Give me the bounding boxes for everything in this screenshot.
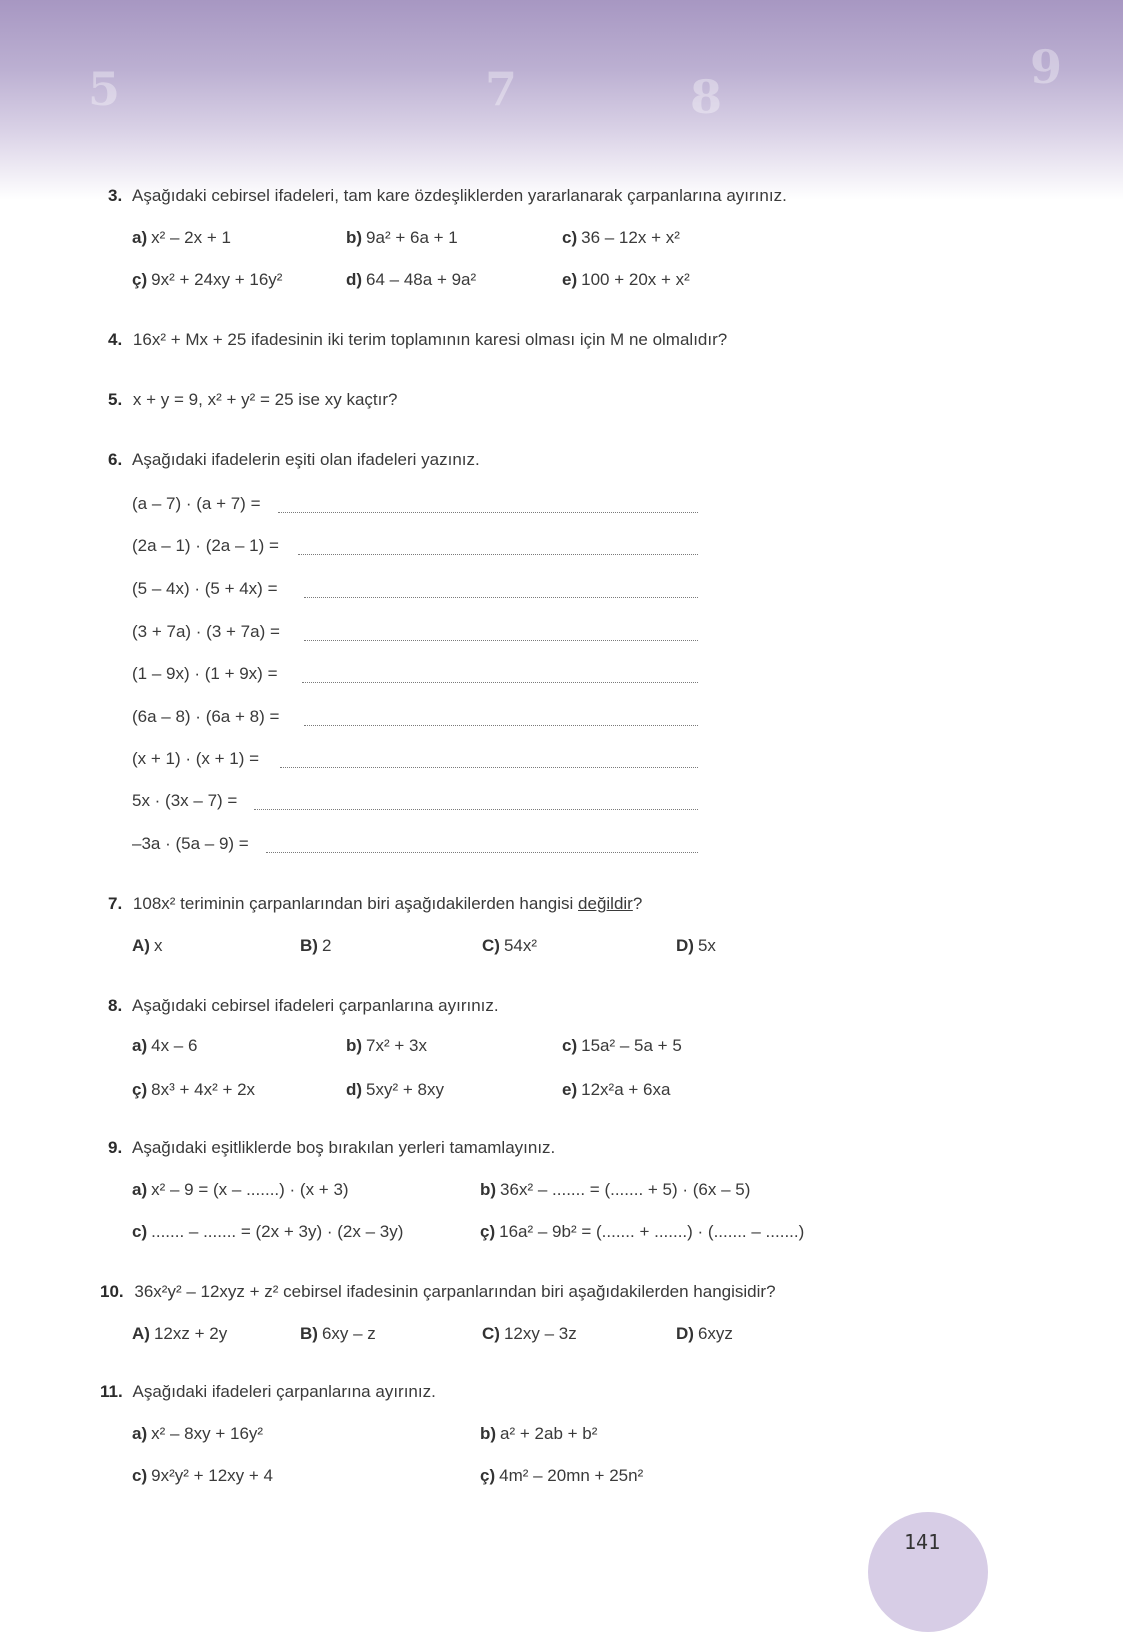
fill-in-item: –3a · (5a – 9) =: [132, 834, 249, 853]
answer-line[interactable]: [266, 852, 698, 853]
question-5: [108, 390, 397, 410]
option: b) 9a² + 6a + 1: [346, 228, 458, 247]
question-number: 9.: [108, 1138, 123, 1157]
question-8: [108, 996, 499, 1016]
question-text: Aşağıdaki ifadelerin eşiti olan ifadeleri yazınız.: [131, 450, 480, 469]
question-text: 16x² + Mx + 25 ifadesinin iki terim toplamının karesi olması için M ne olmalıdır?: [132, 330, 728, 349]
option: ç) 16a² – 9b² = (....... + .......) · (....... – .......): [480, 1222, 805, 1241]
option: e) 100 + 20x + x²: [562, 270, 690, 289]
fill-in-item: (x + 1) · (x + 1) =: [132, 749, 260, 768]
choice-b[interactable]: B) 6xy – z: [300, 1324, 376, 1343]
answer-line[interactable]: [302, 682, 698, 683]
fill-in-item: (3 + 7a) · (3 + 7a) =: [132, 622, 280, 641]
fill-in-item: (a – 7) · (a + 7) =: [132, 494, 261, 513]
question-text: Aşağıdaki cebirsel ifadeleri, tam kare özdeşliklerden yararlanarak çarpanlarına ayırınız.: [131, 186, 787, 205]
header-digit-decoration: 5: [88, 62, 121, 116]
option: a) x² – 8xy + 16y²: [132, 1424, 264, 1443]
question-number: 4.: [108, 330, 123, 349]
choice-d[interactable]: D) 5x: [676, 936, 716, 955]
option: ç) 4m² – 20mn + 25n²: [480, 1466, 644, 1485]
option: b) 36x² – ....... = (....... + 5) · (6x – 5): [480, 1180, 751, 1199]
question-number: 3.: [108, 186, 123, 205]
question-9: [108, 1138, 555, 1158]
answer-line[interactable]: [304, 597, 698, 598]
question-number: 6.: [108, 450, 123, 469]
option: b) 7x² + 3x: [346, 1036, 427, 1055]
option: c) ....... – ....... = (2x + 3y) · (2x – 3y): [132, 1222, 404, 1241]
choice-b[interactable]: B) 2: [300, 936, 332, 955]
question-11: [100, 1382, 436, 1402]
option: ç) 9x² + 24xy + 16y²: [132, 270, 283, 289]
question-emphasis: değildir: [578, 894, 633, 913]
choice-c[interactable]: C) 12xy – 3z: [482, 1324, 577, 1343]
question-text: x + y = 9, x² + y² = 25 ise xy kaçtır?: [132, 390, 398, 409]
fill-in-item: (5 – 4x) · (5 + 4x) =: [132, 579, 278, 598]
question-text: Aşağıdaki ifadeleri çarpanlarına ayırınız.: [132, 1382, 436, 1401]
answer-line[interactable]: [280, 767, 698, 768]
choice-a[interactable]: A) x: [132, 936, 163, 955]
question-number: 7.: [108, 894, 123, 913]
option: c) 36 – 12x + x²: [562, 228, 680, 247]
page-number: 141: [904, 1530, 941, 1554]
option: a) x² – 2x + 1: [132, 228, 231, 247]
option: d) 5xy² + 8xy: [346, 1080, 444, 1099]
option: b) a² + 2ab + b²: [480, 1424, 598, 1443]
question-number: 5.: [108, 390, 123, 409]
option: c) 9x²y² + 12xy + 4: [132, 1466, 274, 1485]
question-text: Aşağıdaki cebirsel ifadeleri çarpanlarına ayırınız.: [131, 996, 499, 1015]
answer-line[interactable]: [298, 554, 698, 555]
fill-in-item: 5x · (3x – 7) =: [132, 791, 238, 810]
option: a) 4x – 6: [132, 1036, 198, 1055]
question-3: [108, 186, 787, 206]
question-number: 11.: [100, 1382, 123, 1401]
question-text: Aşağıdaki eşitliklerde boş bırakılan yerleri tamamlayınız.: [131, 1138, 556, 1157]
question-text: 108x² teriminin çarpanlarından biri aşağıdakilerden hangisi: [132, 894, 574, 913]
header-digit-decoration: 7: [485, 62, 518, 116]
option: e) 12x²a + 6xa: [562, 1080, 671, 1099]
choice-c[interactable]: C) 54x²: [482, 936, 538, 955]
option: d) 64 – 48a + 9a²: [346, 270, 477, 289]
answer-line[interactable]: [304, 640, 698, 641]
option: ç) 8x³ + 4x² + 2x: [132, 1080, 256, 1099]
question-number: 8.: [108, 996, 123, 1015]
choice-d[interactable]: D) 6xyz: [676, 1324, 733, 1343]
option: c) 15a² – 5a + 5: [562, 1036, 682, 1055]
option: a) x² – 9 = (x – .......) · (x + 3): [132, 1180, 349, 1199]
question-text: 36x²y² – 12xyz + z² cebirsel ifadesinin çarpanlarından biri aşağıdakilerden hangisidir?: [134, 1282, 776, 1301]
fill-in-item: (1 – 9x) · (1 + 9x) =: [132, 664, 278, 683]
answer-line[interactable]: [304, 725, 698, 726]
fill-in-item: (6a – 8) · (6a + 8) =: [132, 707, 280, 726]
question-number: 10.: [100, 1282, 124, 1301]
header-digit-decoration: 8: [690, 70, 723, 124]
question-4: [108, 330, 727, 350]
header-decoration: [0, 0, 1123, 200]
answer-line[interactable]: [254, 809, 698, 810]
question-10: [100, 1282, 776, 1302]
fill-in-item: (2a – 1) · (2a – 1) =: [132, 536, 279, 555]
header-digit-decoration: 9: [1030, 40, 1063, 94]
answer-line[interactable]: [278, 512, 698, 513]
question-7: 7. 108x² teriminin çarpanlarından biri aşağıdakilerden hangisi değildir?: [108, 894, 643, 913]
question-6: [108, 450, 480, 470]
choice-a[interactable]: A) 12xz + 2y: [132, 1324, 228, 1343]
